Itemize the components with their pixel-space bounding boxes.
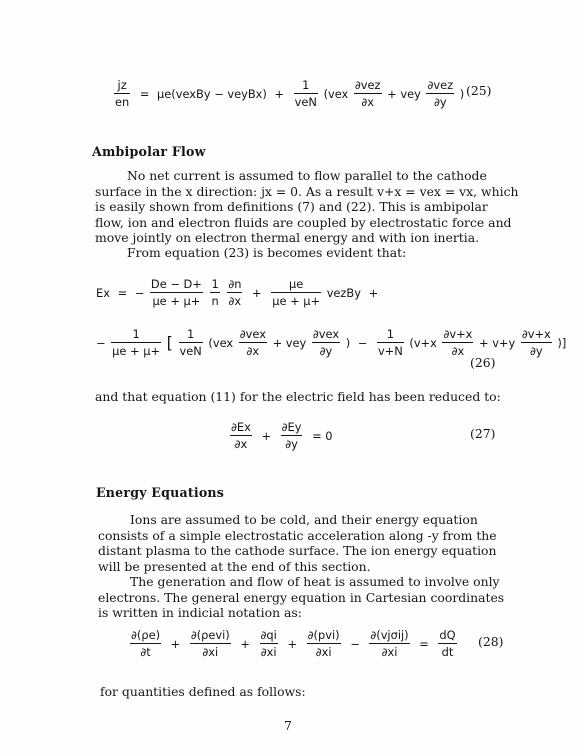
fraction-d-rho-e-dt: $\frac{\partial(\rho e)}{\partial t}$ [131, 628, 161, 659]
fraction-dvez-dy: $\frac{\text{∂vez}}{\partial y}$ [427, 78, 454, 109]
section-heading-ambipolar-flow: Ambipolar Flow [92, 144, 206, 159]
paragraph-quantities-defined: for quantities defined as follows: [100, 684, 306, 699]
paragraph-heat-generation: The generation and flow of heat is assumed to involve only electrons. The general energy equation in Cartesian coordinates is written in indicial notation as: [98, 574, 505, 620]
equation-number-28: (28) [478, 634, 504, 649]
fraction-one-over-n: $\frac{1}{n}$ [211, 277, 219, 308]
paragraph-ambipolar: No net current is assumed to flow parallel to the cathode surface in the x direction: jx = 0. As a result v+x = vex = vx, which is easily shown from definitions (7) and (22). This is ambipolar flow, ion and electron fluids are coupled by electrostatic force and move jointly on electron thermal energy and with ion inertia. [95, 168, 519, 245]
fraction-one-over-v-plus-n: $\frac{1}{v+N}$ [377, 327, 403, 358]
fraction-dex-dx: $\frac{\partial Ex}{\partial x}$ [231, 420, 251, 451]
fraction-d-rho-e-vi-dxi: $\frac{\text{∂(ρevi)}}{\partial xi}$ [190, 628, 230, 659]
paragraph-electric-field: and that equation (11) for the electric field has been reduced to: [95, 389, 501, 404]
fraction-dn-dx: $\frac{\partial n}{\partial x}$ [228, 277, 242, 308]
fraction-dvez-dx: $\frac{\text{∂vez}}{\partial x}$ [354, 78, 381, 109]
equation-27: $\frac{\partial Ex}{\partial x}$ + $\frac{\partial Ey}{\partial y}$ = 0 [231, 420, 333, 451]
fraction-jz-en: $\frac{jz}{en}$ [115, 78, 130, 109]
fraction-dq-dt: $\frac{dQ}{dt}$ [439, 628, 456, 659]
fraction-one-over-ven: $\frac{1}{\text{veN}}$ [179, 327, 202, 358]
equation-25: $\frac{jz}{en}$ = μe(vexBy − veyBx) + $\frac{1}{\text{veN}}$ (vex $\frac{\text{∂vez}}{\partial x}$ + vey $\frac{\text{∂vez}}{\partial y}$ ) [115, 78, 465, 109]
fraction-dv-plus-x-dx: $\frac{\partial v+x}{\partial x}$ [443, 327, 473, 358]
equation-28: $\frac{\partial(\rho e)}{\partial t}$ + $\frac{\text{∂(ρevi)}}{\partial xi}$ + $\frac{\partial qi}{\partial xi}$ + $\frac{\text{∂(pvi)}}{\partial xi}$ − $\frac{\text{∂(vjσij)}}{\partial xi}$ = $\frac{dQ}{dt}$ [131, 628, 456, 659]
equation-number-25: (25) [466, 83, 492, 98]
fraction-dvex-dx: $\frac{\text{∂vex}}{\partial x}$ [239, 327, 266, 358]
equation-number-26: (26) [470, 355, 496, 370]
equation-26-line-2: − $\frac{1}{\mu e + \mu+}$ [ $\frac{1}{\text{veN}}$ (vex $\frac{\text{∂vex}}{\partial x}$ + vey $\frac{\text{∂vex}}{\partial y}$ ) − $\frac{1}{v+N}$ (v+x $\frac{\partial v+x}{\partial x}$ + v+y $\frac{\partial v+x}{\partial y}$ )] [96, 327, 567, 358]
page-number: 7 [284, 718, 292, 733]
paragraph-from-equation-23: From equation (23) is becomes evident that: [127, 245, 407, 260]
fraction-inverse-mobility: $\frac{1}{\mu e + \mu+}$ [112, 327, 161, 358]
fraction-mobility: $\frac{\mu e}{\mu e + \mu+}$ [272, 277, 321, 308]
fraction-dv-plus-x-dy: $\frac{\partial v+x}{\partial y}$ [521, 327, 551, 358]
equation-number-27: (27) [470, 426, 496, 441]
fraction-dqi-dxi: $\frac{\partial qi}{\partial xi}$ [260, 628, 277, 659]
fraction-coef: $\frac{1}{\text{veN}}$ [294, 78, 317, 109]
fraction-d-pvi-dxi: $\frac{\text{∂(pvi)}}{\partial xi}$ [307, 628, 340, 659]
section-heading-energy-equations: Energy Equations [96, 485, 225, 500]
equation-26-line-1: Ex = − $\frac{De - D+}{\mu e + \mu+}$ $\frac{1}{n}$ $\frac{\partial n}{\partial x}$ + $\frac{\mu e}{\mu e + \mu+}$ vezBy + [96, 277, 379, 308]
fraction-diffusion: $\frac{De - D+}{\mu e + \mu+}$ [150, 277, 202, 308]
paragraph-ions-cold: Ions are assumed to be cold, and their energy equation consists of a simple electrostatic acceleration along -y from the distant plasma to the cathode surface. The ion energy equation will be presented at the end of this section. [98, 512, 497, 574]
fraction-dey-dy: $\frac{\partial Ey}{\partial y}$ [281, 420, 302, 451]
fraction-dvex-dy: $\frac{\text{∂vex}}{\partial y}$ [312, 327, 340, 358]
fraction-d-vj-sigma-dxi: $\frac{\text{∂(vjσij)}}{\partial xi}$ [370, 628, 409, 659]
